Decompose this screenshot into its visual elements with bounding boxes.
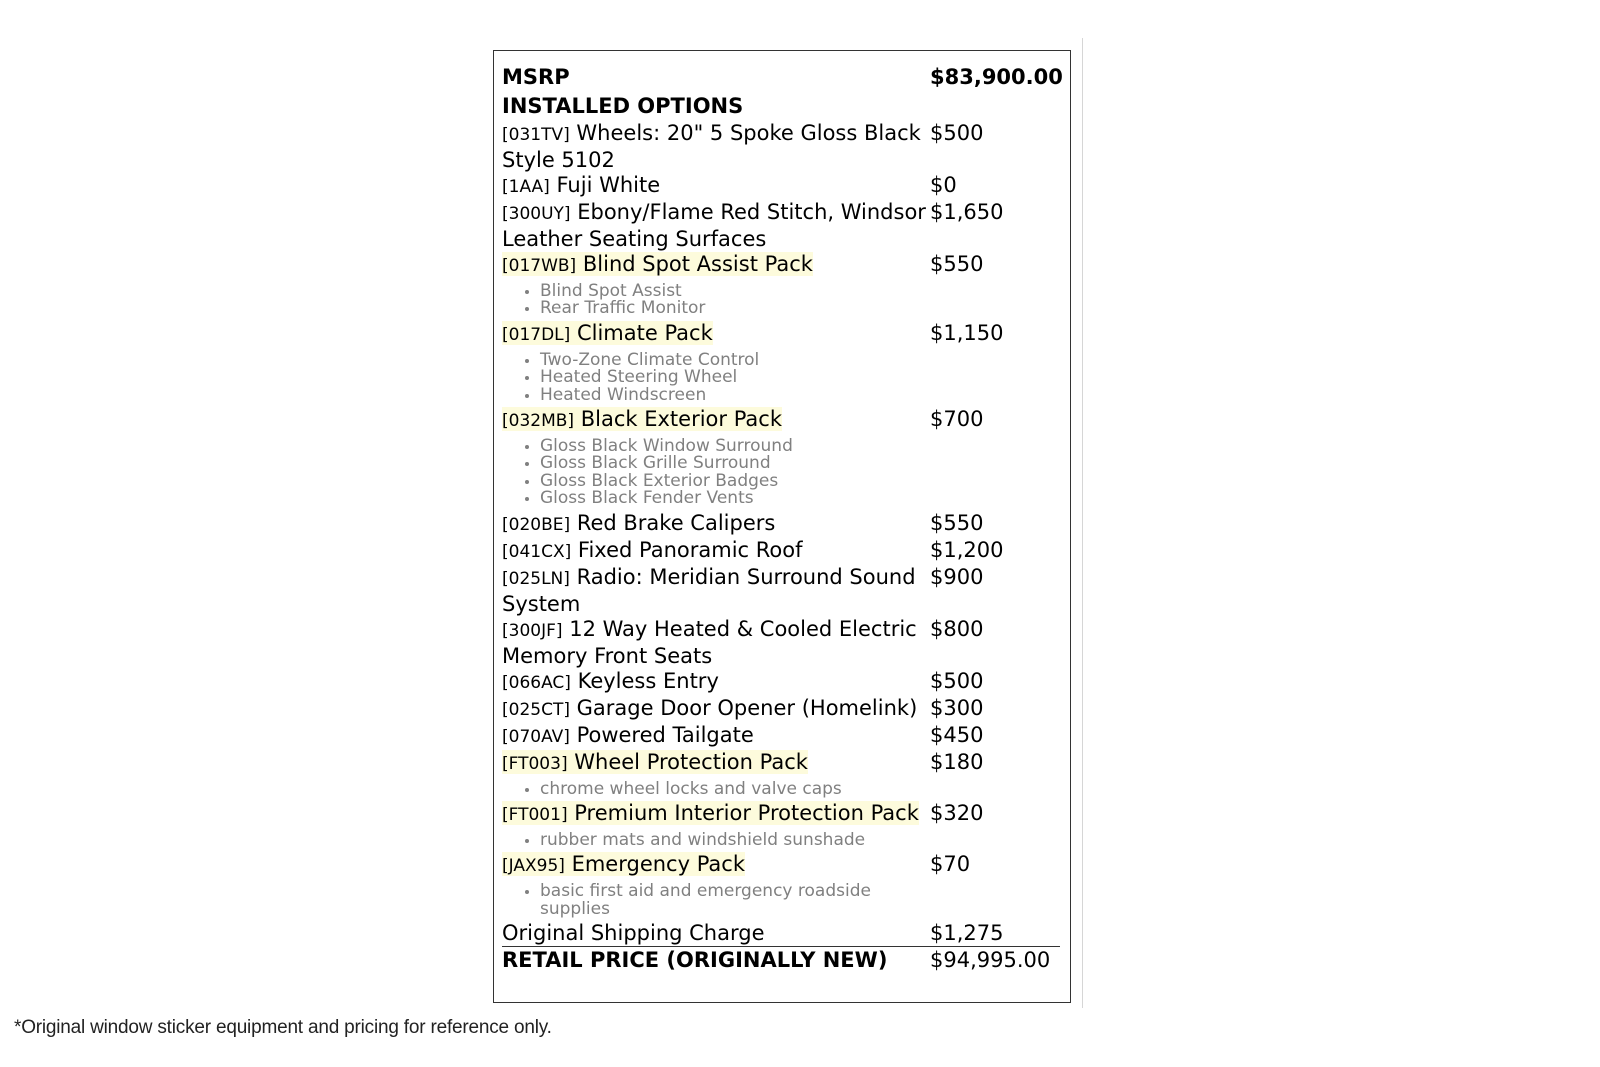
- option-title: [502, 173, 660, 197]
- option-row: [502, 538, 1060, 565]
- shipping-label: Original Shipping Charge: [502, 921, 928, 947]
- option-code: [066AC]: [502, 672, 571, 693]
- option-price: $700: [930, 407, 984, 432]
- option-price: $500: [930, 121, 984, 145]
- option-description: [502, 617, 928, 669]
- option-title: [502, 252, 813, 276]
- options-table: [502, 63, 1063, 974]
- footnote: *Original window sticker equipment and pricing for reference only.: [14, 1017, 552, 1038]
- option-title: [502, 723, 754, 747]
- option-description: [502, 565, 928, 617]
- option-row: [502, 750, 1060, 801]
- option-price: $1,150: [930, 320, 1004, 345]
- shipping-row: [502, 921, 1060, 947]
- option-price: $550: [930, 252, 984, 276]
- window-sticker: [493, 50, 1071, 1003]
- option-feature: • Heated Steering Wheel: [540, 369, 928, 386]
- option-feature-list: [502, 879, 928, 921]
- option-title: [502, 669, 719, 693]
- option-name: Fixed Panoramic Roof: [577, 537, 803, 562]
- option-feature: • Gloss Black Grille Surround: [540, 455, 928, 472]
- option-description: [502, 852, 928, 921]
- option-feature: • rubber mats and windshield sunshade: [540, 832, 928, 849]
- option-name: Ebony/Flame Red Stitch, Windsor Leather Seating Surfaces: [502, 200, 926, 251]
- option-code: [020BE]: [502, 514, 571, 535]
- option-price: $1,200: [930, 537, 1004, 562]
- option-row: [502, 200, 1060, 252]
- option-feature-list: [502, 348, 928, 407]
- option-name: Black Exterior Pack: [580, 407, 782, 432]
- option-title: [502, 801, 919, 825]
- option-price: $450: [930, 722, 984, 747]
- option-name: Wheels: 20" 5 Spoke Gloss Black Style 5102: [502, 121, 921, 172]
- option-feature: • Heated Windscreen: [540, 387, 928, 404]
- option-title: [502, 852, 745, 876]
- option-price: $70: [930, 852, 971, 877]
- option-code: [300UY]: [502, 204, 571, 224]
- option-title: [502, 511, 775, 535]
- option-feature-list: [502, 777, 928, 801]
- option-price: $800: [930, 616, 984, 641]
- option-code: [017DL]: [502, 324, 571, 345]
- option-title: [502, 696, 917, 720]
- option-price: $1,650: [930, 200, 1004, 224]
- option-feature: • Gloss Black Window Surround: [540, 438, 928, 455]
- option-row: [502, 696, 1060, 723]
- option-row: [502, 321, 1060, 407]
- option-row: [502, 565, 1060, 617]
- option-code: [070AV]: [502, 726, 570, 747]
- option-description: [502, 696, 928, 723]
- option-description: [502, 200, 928, 252]
- option-price: $0: [930, 173, 957, 197]
- option-name: Red Brake Calipers: [576, 510, 776, 535]
- option-title: [502, 121, 921, 172]
- option-name: Emergency Pack: [571, 852, 745, 877]
- option-description: [502, 173, 928, 200]
- option-code: [300JF]: [502, 620, 563, 641]
- option-code: [1AA]: [502, 177, 550, 197]
- option-name: Premium Interior Protection Pack: [574, 801, 919, 826]
- option-price: $550: [930, 510, 984, 535]
- option-code: [FT001]: [502, 805, 568, 826]
- option-description: [502, 750, 928, 801]
- option-title: [502, 750, 808, 774]
- option-feature-list: [502, 828, 928, 852]
- option-feature-list: [502, 434, 928, 511]
- option-description: [502, 121, 928, 173]
- option-code: [FT003]: [502, 753, 568, 774]
- installed-options-header-row: [502, 92, 1060, 121]
- option-feature: • chrome wheel locks and valve caps: [540, 781, 928, 798]
- option-feature: • Gloss Black Fender Vents: [540, 490, 928, 507]
- option-title: [502, 617, 917, 668]
- option-description: [502, 538, 928, 565]
- msrp-value: $83,900.00: [930, 65, 1063, 89]
- shipping-value: $1,275: [928, 921, 1060, 947]
- option-description: [502, 511, 928, 538]
- option-title: [502, 565, 916, 616]
- option-description: [502, 669, 928, 696]
- option-row: [502, 121, 1060, 173]
- option-name: Radio: Meridian Surround Sound System: [502, 564, 916, 616]
- option-row: [502, 852, 1060, 921]
- option-price: $500: [930, 668, 984, 693]
- msrp-row: [502, 63, 1060, 92]
- option-code: [017WB]: [502, 256, 577, 276]
- option-feature: • Rear Traffic Monitor: [540, 300, 928, 317]
- option-row: [502, 617, 1060, 669]
- option-row: [502, 407, 1060, 511]
- option-items: [502, 121, 1060, 921]
- option-name: Garage Door Opener (Homelink): [576, 695, 918, 720]
- option-description: [502, 407, 928, 511]
- option-name: Wheel Protection Pack: [574, 749, 808, 774]
- option-description: [502, 252, 928, 321]
- option-code: [025LN]: [502, 568, 570, 589]
- option-price: $180: [930, 749, 984, 774]
- option-price: $300: [930, 695, 984, 720]
- msrp-label: MSRP: [502, 65, 570, 89]
- option-feature: • Two-Zone Climate Control: [540, 352, 928, 369]
- option-title: [502, 200, 926, 251]
- option-title: [502, 407, 782, 431]
- option-title: [502, 538, 803, 562]
- option-name: 12 Way Heated & Cooled Electric Memory Front Seats: [502, 616, 917, 668]
- retail-price-label: RETAIL PRICE (ORIGINALLY NEW): [502, 948, 888, 973]
- option-row: [502, 723, 1060, 750]
- retail-price-row: [502, 947, 1060, 975]
- option-row: [502, 173, 1060, 200]
- option-name: Fuji White: [556, 173, 661, 197]
- option-row: [502, 252, 1060, 321]
- option-feature: • Gloss Black Exterior Badges: [540, 473, 928, 490]
- option-code: [031TV]: [502, 125, 570, 145]
- option-row: [502, 511, 1060, 538]
- option-name: Blind Spot Assist Pack: [582, 252, 813, 276]
- option-row: [502, 801, 1060, 852]
- option-price: $320: [930, 801, 984, 826]
- option-code: [JAX95]: [502, 856, 565, 877]
- option-description: [502, 321, 928, 407]
- option-name: Keyless Entry: [577, 668, 719, 693]
- option-description: [502, 723, 928, 750]
- option-feature: • basic first aid and emergency roadside supplies: [540, 883, 928, 918]
- option-code: [025CT]: [502, 699, 570, 720]
- option-description: [502, 801, 928, 852]
- option-price: $900: [930, 564, 984, 589]
- divider-line: [1082, 38, 1083, 1008]
- option-name: Powered Tailgate: [576, 722, 754, 747]
- option-code: [032MB]: [502, 411, 575, 432]
- option-title: [502, 321, 713, 345]
- option-code: [041CX]: [502, 541, 572, 562]
- option-feature-list: [502, 279, 928, 321]
- option-feature: • Blind Spot Assist: [540, 283, 928, 300]
- option-row: [502, 669, 1060, 696]
- installed-options-label: INSTALLED OPTIONS: [502, 94, 744, 118]
- option-name: Climate Pack: [576, 320, 713, 345]
- retail-price-value: $94,995.00: [930, 948, 1051, 973]
